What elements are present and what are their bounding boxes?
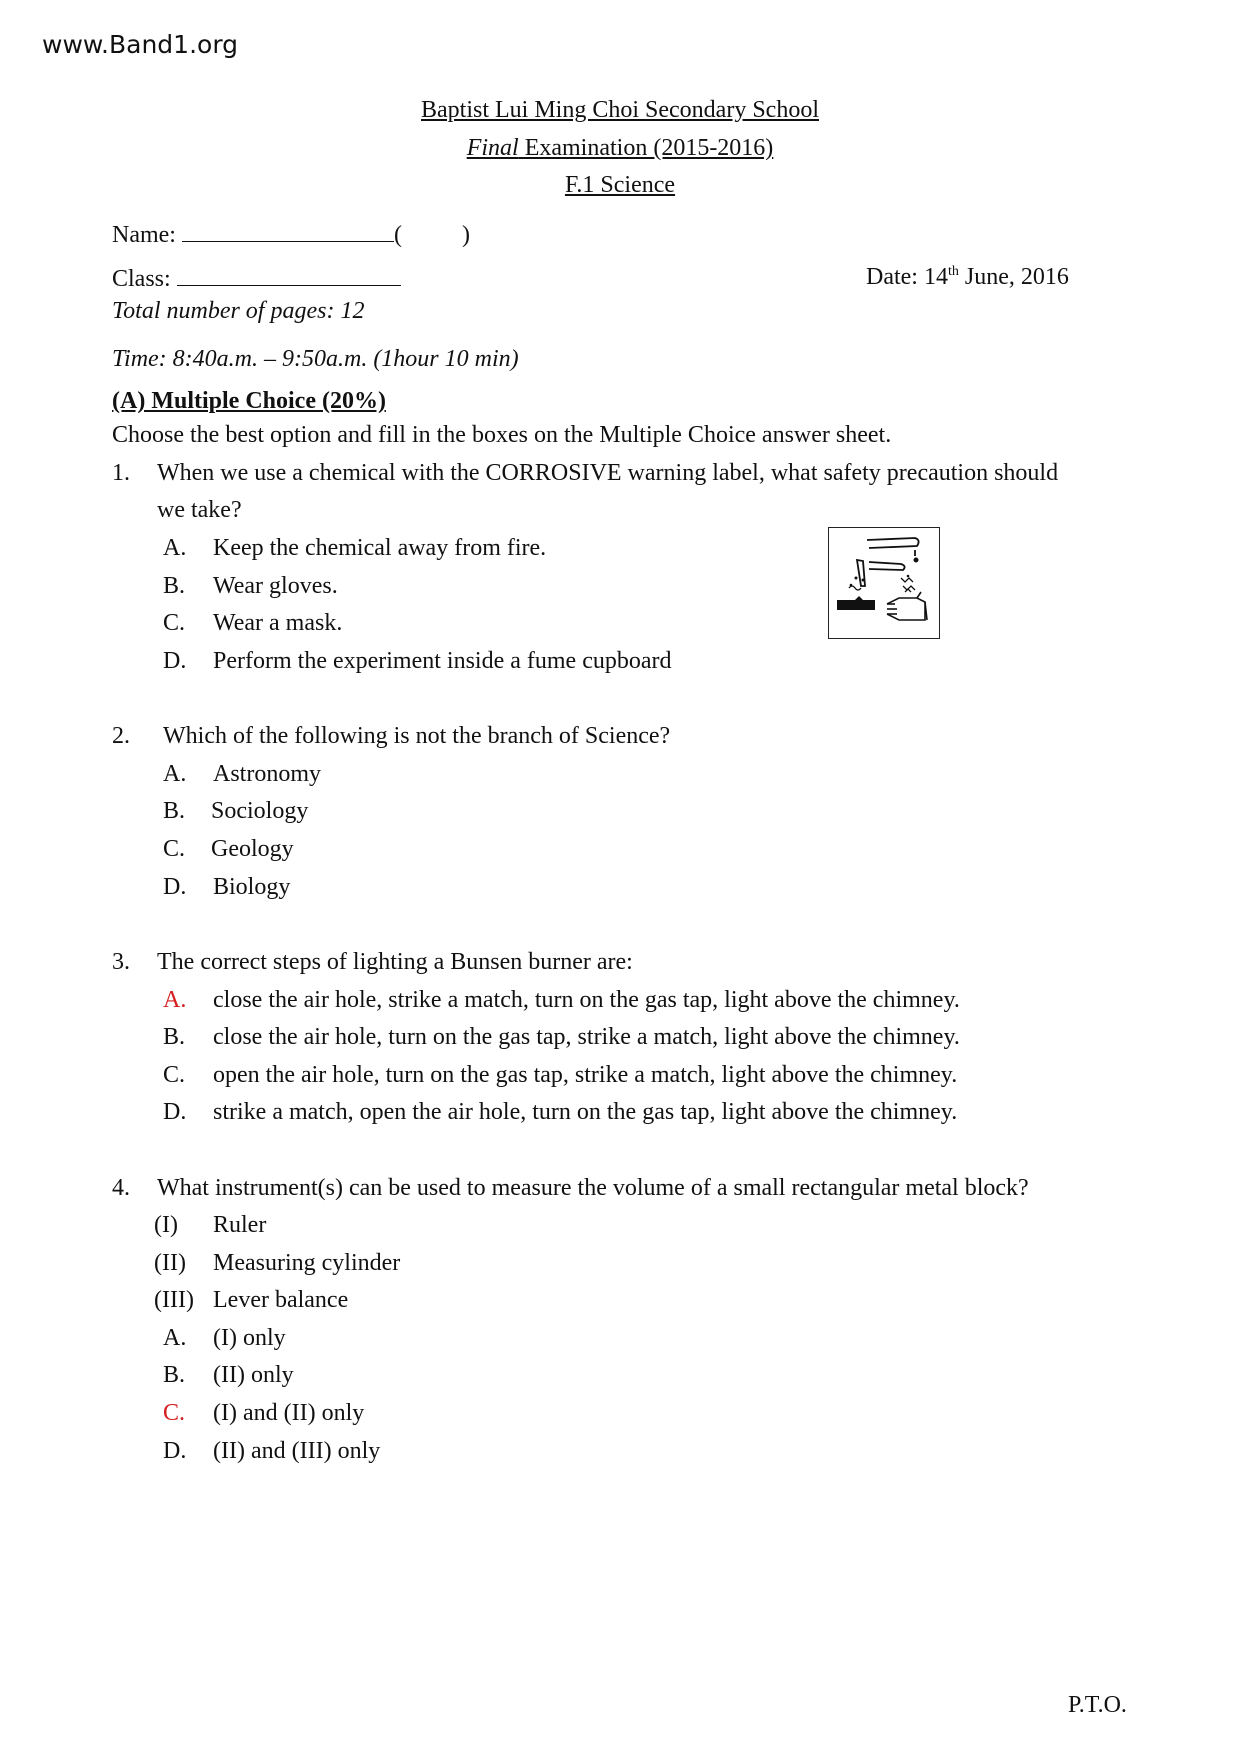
q4-option-c-letter-answer[interactable]: C. (163, 1400, 186, 1426)
q4-option-a-text: (I) only (213, 1325, 286, 1351)
q2-text: Which of the following is not the branch of Science? (163, 723, 671, 749)
q1-text: When we use a chemical with the CORROSIVE warning label, what safety precaution should (157, 460, 1059, 486)
q4-item-iii-numeral: (III) (154, 1287, 194, 1313)
q4-option-d-letter[interactable]: D. (163, 1438, 187, 1464)
q2-option-d-letter[interactable]: D. (163, 874, 187, 900)
q4-text: What instrument(s) can be used to measure the volume of a small rectangular metal block? (157, 1175, 1029, 1201)
corrosive-hazard-icon (828, 527, 940, 639)
upper-test-tube-icon (867, 538, 919, 562)
q2-option-a-letter[interactable]: A. (163, 761, 187, 787)
q2-option-c-text: Geology (211, 836, 294, 862)
corrosive-symbol-graphic (829, 528, 938, 637)
q2-number: 2. (112, 723, 130, 749)
q1-number: 1. (112, 460, 130, 486)
q3-option-c-text: open the air hole, turn on the gas tap, strike a match, light above the chimney. (213, 1062, 958, 1088)
exam-time: Time: 8:40a.m. – 9:50a.m. (1hour 10 min) (112, 346, 519, 372)
q3-text: The correct steps of lighting a Bunsen burner are: (157, 949, 633, 975)
date-suffix: June, 2016 (958, 264, 1069, 290)
q3-option-a-text: close the air hole, strike a match, turn on the gas tap, light above the chimney. (213, 987, 960, 1013)
q1-text-line2: we take? (157, 497, 242, 523)
q1-option-b-letter[interactable]: B. (163, 573, 186, 599)
name-label: Name: (112, 222, 176, 248)
q4-option-d-text: (II) and (III) only (213, 1438, 381, 1464)
name-paren-open: ( (393, 222, 402, 248)
q1-option-b-text: Wear gloves. (213, 573, 338, 599)
class-label: Class: (112, 266, 171, 292)
q3-option-b-text: close the air hole, turn on the gas tap, strike a match, light above the chimney. (213, 1024, 960, 1050)
date-prefix: Date: 14 (866, 264, 948, 290)
total-pages: Total number of pages: 12 (112, 298, 365, 324)
q2-option-a-text: Astronomy (213, 761, 321, 787)
page-footer-pto: P.T.O. (1068, 1692, 1127, 1718)
q4-item-i-numeral: (I) (154, 1212, 178, 1238)
corroded-surface-icon (837, 596, 875, 610)
exam-title (0, 136, 1240, 160)
exam-title-italic: Final (466, 135, 519, 161)
hand-icon (887, 592, 927, 620)
q2-option-b-letter[interactable]: B. (163, 798, 186, 824)
q3-option-a-letter-answer[interactable]: A. (163, 987, 187, 1013)
q4-option-b-letter[interactable]: B. (163, 1362, 186, 1388)
q4-option-a-letter[interactable]: A. (163, 1325, 187, 1351)
q1-option-d-text: Perform the experiment inside a fume cupboard (213, 648, 672, 674)
watermark: www.Band1.org (42, 30, 239, 59)
q2-option-b-text: Sociology (211, 798, 309, 824)
q3-option-b-letter[interactable]: B. (163, 1024, 186, 1050)
q1-option-a-letter[interactable]: A. (163, 535, 187, 561)
q4-item-iii-text: Lever balance (213, 1287, 349, 1313)
q3-option-d-letter[interactable]: D. (163, 1099, 187, 1125)
q3-option-d-text: strike a match, open the air hole, turn on the gas tap, light above the chimney. (213, 1099, 958, 1125)
name-line (112, 221, 470, 247)
exam-date (866, 265, 1069, 289)
date-sup: th (947, 264, 959, 279)
q1-option-c-text: Wear a mask. (213, 610, 343, 636)
name-paren-close: ) (461, 222, 470, 248)
q2-option-d-text: Biology (213, 874, 291, 900)
q4-item-ii-text: Measuring cylinder (213, 1250, 401, 1276)
name-blank[interactable] (182, 221, 394, 242)
q4-number: 4. (112, 1175, 130, 1201)
lower-test-tube-icon (857, 560, 905, 586)
q1-option-a-text: Keep the chemical away from fire. (213, 535, 547, 561)
q3-option-c-letter[interactable]: C. (163, 1062, 186, 1088)
q4-option-b-text: (II) only (213, 1362, 294, 1388)
exam-title-rest: Examination (2015-2016) (518, 135, 774, 161)
class-blank[interactable] (177, 265, 401, 286)
q1-option-c-letter[interactable]: C. (163, 610, 186, 636)
class-line (112, 265, 401, 291)
section-title: (A) Multiple Choice (20%) (112, 388, 386, 414)
subject-title: F.1 Science (564, 172, 676, 198)
q3-number: 3. (112, 949, 130, 975)
splash-icon (849, 578, 915, 592)
school-name: Baptist Lui Ming Choi Secondary School (421, 97, 819, 123)
section-instruction: Choose the best option and fill in the boxes on the Multiple Choice answer sheet. (112, 422, 892, 448)
q4-item-i-text: Ruler (213, 1212, 267, 1238)
q2-option-c-letter[interactable]: C. (163, 836, 186, 862)
q4-item-ii-numeral: (II) (154, 1250, 186, 1276)
q4-option-c-text: (I) and (II) only (213, 1400, 365, 1426)
q1-option-d-letter[interactable]: D. (163, 648, 187, 674)
